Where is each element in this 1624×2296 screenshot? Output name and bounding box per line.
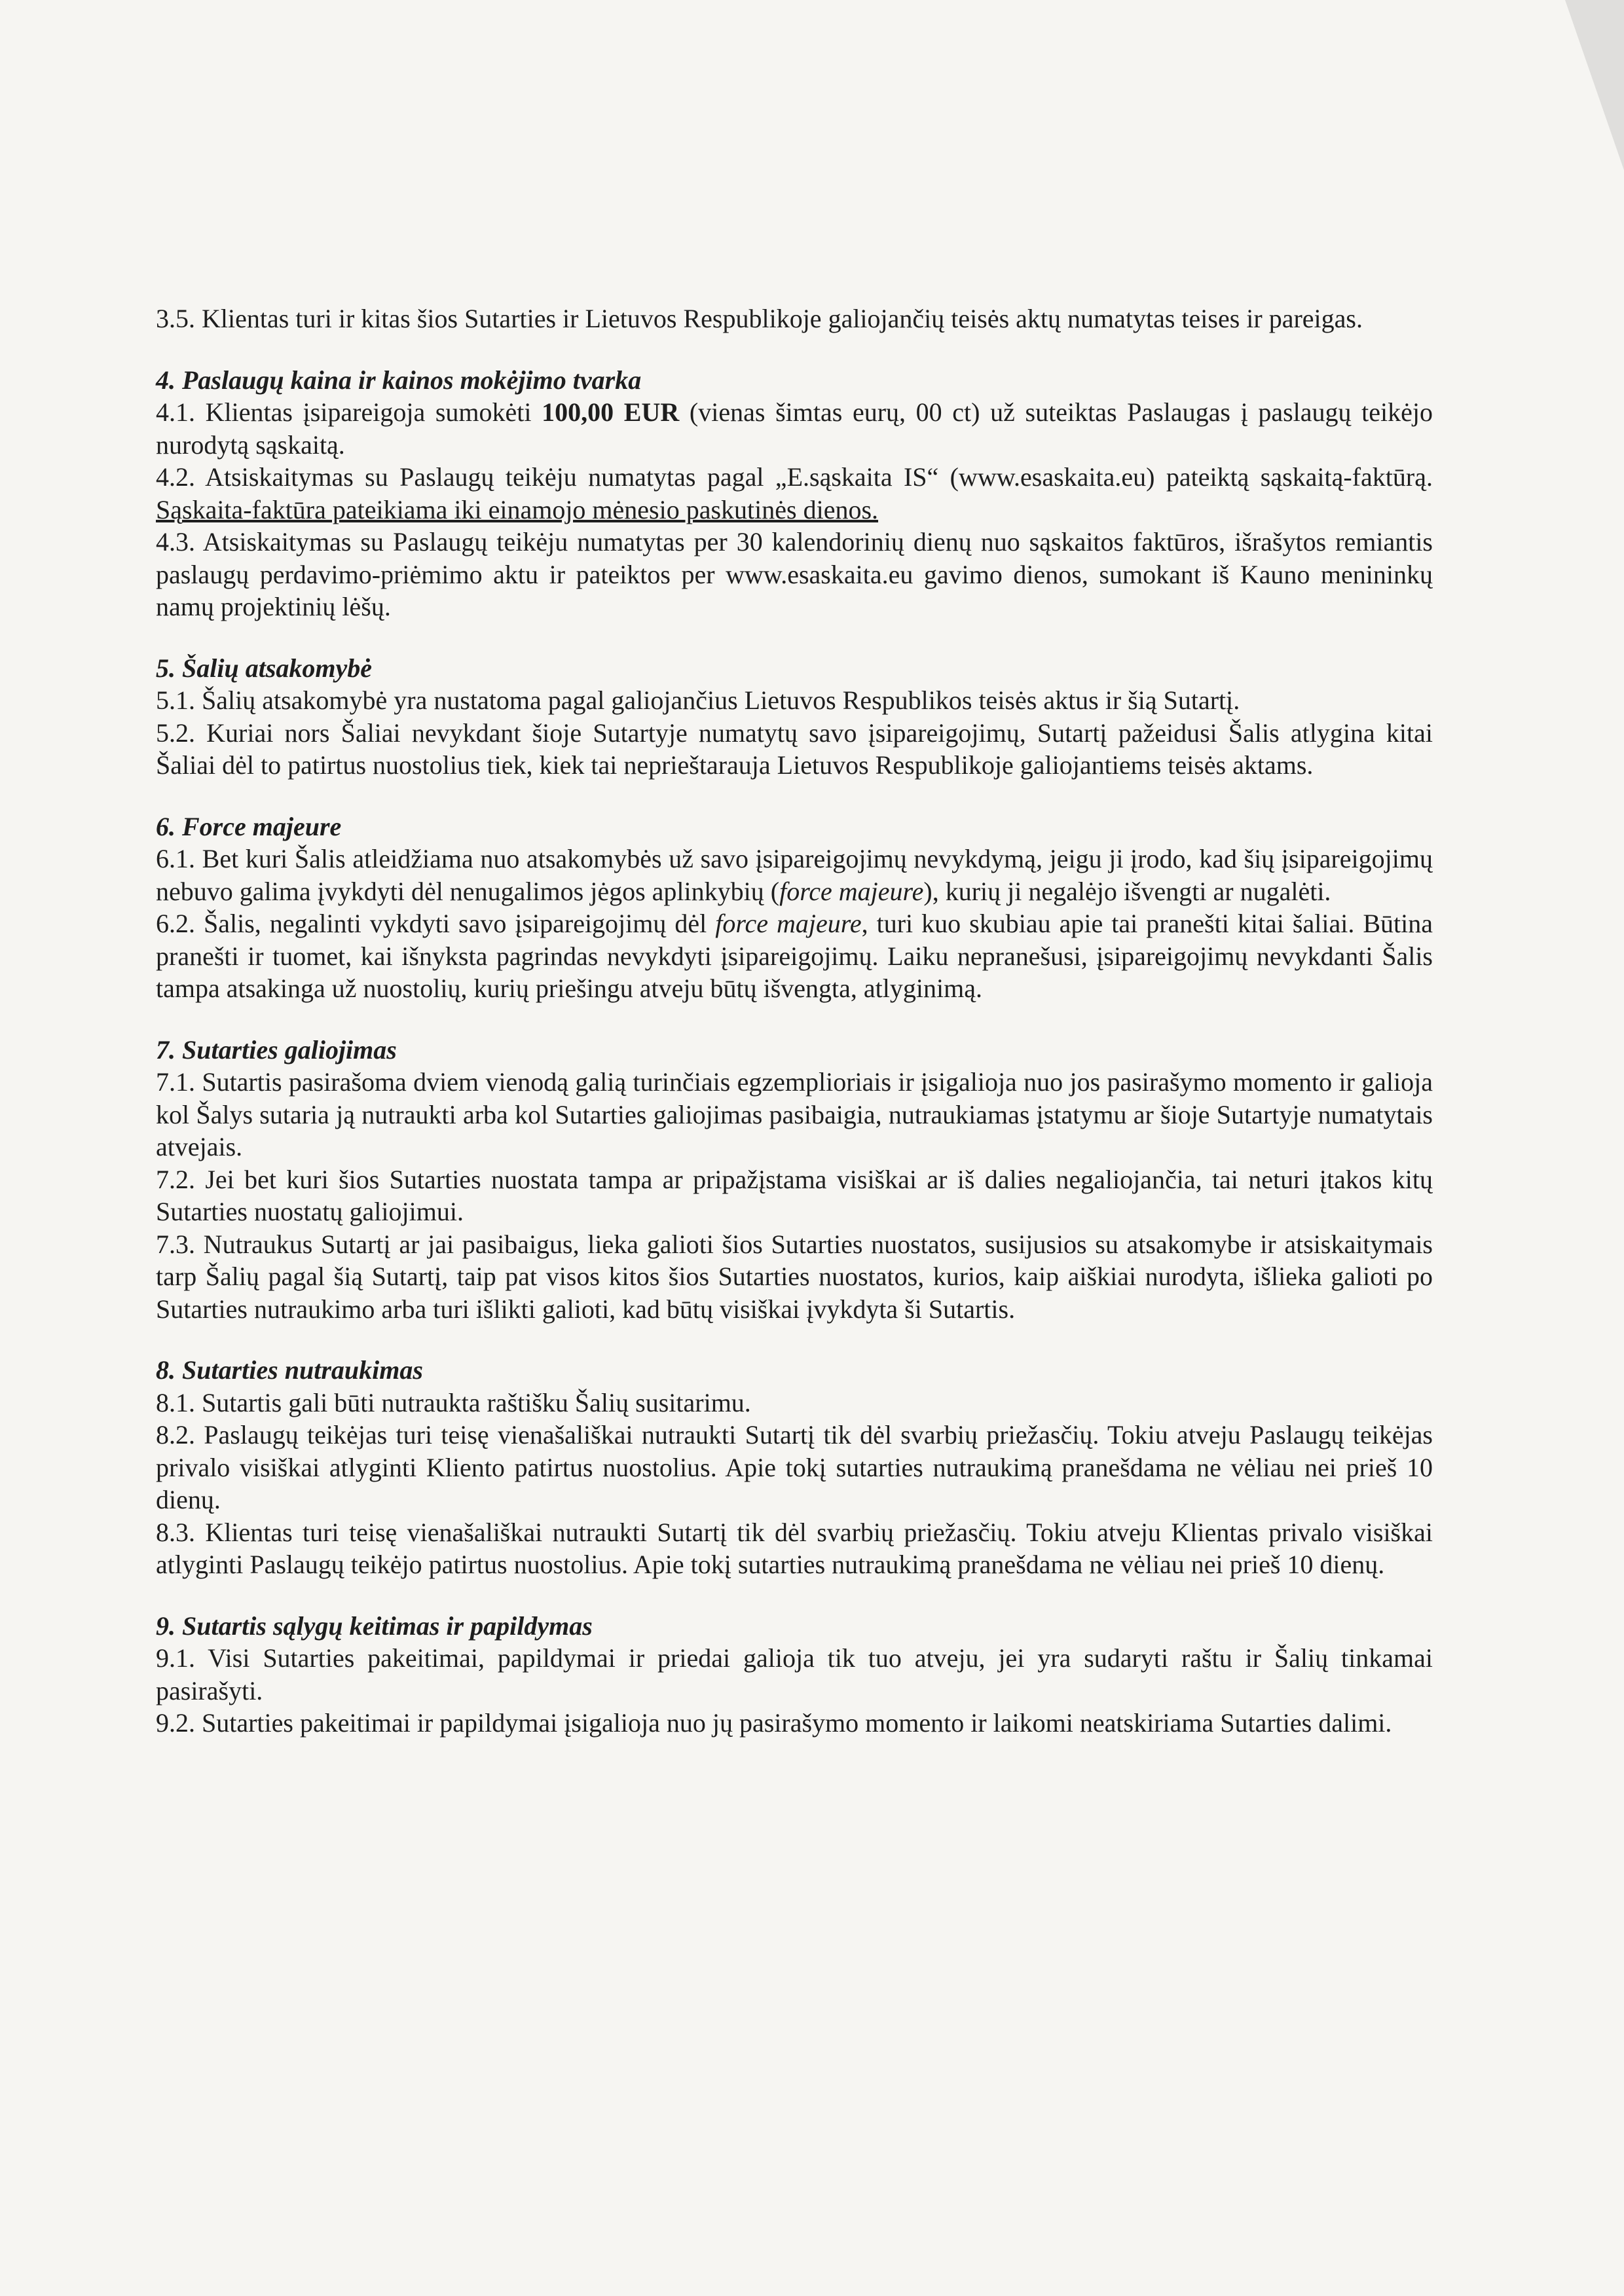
paragraph-6-1-text-end: ), kurių ji negalėjo išvengti ar nugalėti. [923,876,1331,906]
paragraph-9-1: 9.1. Visi Sutarties pakeitimai, papildymai ir priedai galioja tik tuo atveju, jei yra sudaryti raštu ir Šalių tinkamai pasirašyti. [156,1643,1433,1705]
section-9-title: 9. Sutartis sąlygų keitimas ir papildymas [156,1611,593,1641]
paragraph-6-2-italic: force majeure [715,909,862,938]
paragraph-9-2: 9.2. Sutarties pakeitimai ir papildymai įsigalioja nuo jų pasirašymo momento ir laikomi neatskiriama Sutarties dalimi. [156,1708,1392,1738]
section-8-title: 8. Sutarties nutraukimas [156,1355,423,1385]
paragraph-4-2-underlined: Sąskaita-faktūra pateikiama iki einamojo mėnesio paskutinės dienos. [156,494,879,524]
section-7-title: 7. Sutarties galiojimas [156,1034,397,1065]
paragraph-4-3: 4.3. Atsiskaitymas su Paslaugų teikėju numatytas per 30 kalendorinių dienų nuo sąskaitos faktūros, išrašytos remiantis paslaugų perdavimo-priėmimo aktu ir pateiktos per www.esaskaita.eu gavimo dienos, sumokant iš Kauno menininkų namų projektinių lėšų. [156,527,1433,621]
paragraph-6-2-text-end: , turi kuo skubiau apie tai pranešti kitai šaliai. Būtina pranešti ir tuomet, kai išnyksta pagrindas nevykdyti įsipareigojimų. Laiku nepranešusi, įsipareigojimų nevykdanti Šalis tampa atsakinga už nuostolių, kurių priešingu atveju būtų išvengta, atlyginimą. [156,909,1433,1003]
paragraph-5-2: 5.2. Kuriai nors Šaliai nevykdant šioje Sutartyje numatytų savo įsipareigojimų, Sutartį pažeidusi Šalis atlygina kitai Šaliai dėl to patirtus nuostolius tiek, kiek tai neprieštarauja Lietuvos Respublikoje galiojantiems teisės aktams. [156,718,1433,780]
paragraph-4-1-amount: 100,00 EUR [542,397,680,427]
section-6-title: 6. Force majeure [156,811,342,841]
paragraph-4-1-text: 4.1. Klientas įsipareigoja sumokėti [156,397,542,427]
paragraph-4-1 [156,396,1433,461]
document-body [156,302,1433,1740]
paragraph-5-1: 5.1. Šalių atsakomybė yra nustatoma pagal galiojančius Lietuvos Respublikos teisės aktus ir šią Sutartį. [156,685,1240,715]
paragraph-6-2-text: 6.2. Šalis, negalinti vykdyti savo įsipareigojimų dėl [156,909,716,938]
paragraph-3-5: 3.5. Klientas turi ir kitas šios Sutarties ir Lietuvos Respublikoje galiojančių teisės aktų numatytas teises ir pareigas. [156,304,1363,333]
paragraph-7-1: 7.1. Sutartis pasirašoma dviem vienodą galią turinčiais egzemplioriais ir įsigalioja nuo jos pasirašymo momento ir galioja kol Šalys sutaria ją nutraukti arba kol Sutarties galiojimas pasibaigia, nutraukiamas įstatymu ar šioje Sutartyje numatytais atvejais. [156,1067,1433,1161]
paragraph-6-1-italic: force majeure [779,876,924,906]
paragraph-6-1-text: 6.1. Bet kuri Šalis atleidžiama nuo atsakomybės už savo įsipareigojimų nevykdymą, jeigu ji įrodo, kad šių įsipareigojimų nebuvo galima įvykdyti dėl nenugalimos jėgos aplinkybių ( [156,844,1433,906]
paragraph-7-2: 7.2. Jei bet kuri šios Sutarties nuostata tampa ar pripažįstama visiškai ar iš dalies negaliojančia, tai neturi įtakos kitų Sutarties nuostatų galiojimui. [156,1164,1433,1226]
paragraph-8-2: 8.2. Paslaugų teikėjas turi teisę vienašališkai nutraukti Sutartį tik dėl svarbių priežasčių. Tokiu atveju Paslaugų teikėjas privalo visiškai atlyginti Kliento patirtus nuostolius. Apie tokį sutarties nutraukimą pranešdama ne vėliau nei prieš 10 dienų. [156,1420,1433,1514]
paragraph-4-2-text: 4.2. Atsiskaitymas su Paslaugų teikėju numatytas pagal „E.sąskaita IS“ (www.esaskaita.eu) pateiktą sąskaitą-faktūrą. [156,462,1433,492]
paragraph-6-2 [156,907,1433,1005]
section-5-title: 5. Šalių atsakomybė [156,653,373,683]
paragraph-8-3: 8.3. Klientas turi teisę vienašališkai nutraukti Sutartį tik dėl svarbių priežasčių. Tokiu atveju Klientas privalo visiškai atlyginti Paslaugų teikėjo patirtus nuostolius. Apie tokį sutarties nutraukimą pranešdama ne vėliau nei prieš 10 dienų. [156,1517,1433,1579]
paragraph-6-1 [156,843,1433,907]
section-4-title: 4. Paslaugų kaina ir kainos mokėjimo tvarka [156,365,642,395]
paragraph-7-3: 7.3. Nutraukus Sutartį ar jai pasibaigus, lieka galioti šios Sutarties nuostatos, susijusios su atsakomybe ir atsiskaitymais tarp Šalių pagal šią Sutartį, taip pat visos kitos šios Sutarties nuostatos, kurios, kaip aiškiai nurodyta, išlieka galioti po Sutarties nutraukimo arba turi išlikti galioti, kad būtų visiškai įvykdyta ši Sutartis. [156,1229,1433,1324]
paragraph-4-2 [156,461,1433,526]
page-corner-shadow [1565,0,1624,170]
paragraph-8-1: 8.1. Sutartis gali būti nutraukta raštišku Šalių susitarimu. [156,1387,751,1417]
paragraph-4-1-text-end: (vienas šimtas eurų, 00 ct) už suteiktas Paslaugas į paslaugų teikėjo nurodytą sąskaitą. [156,397,1433,460]
